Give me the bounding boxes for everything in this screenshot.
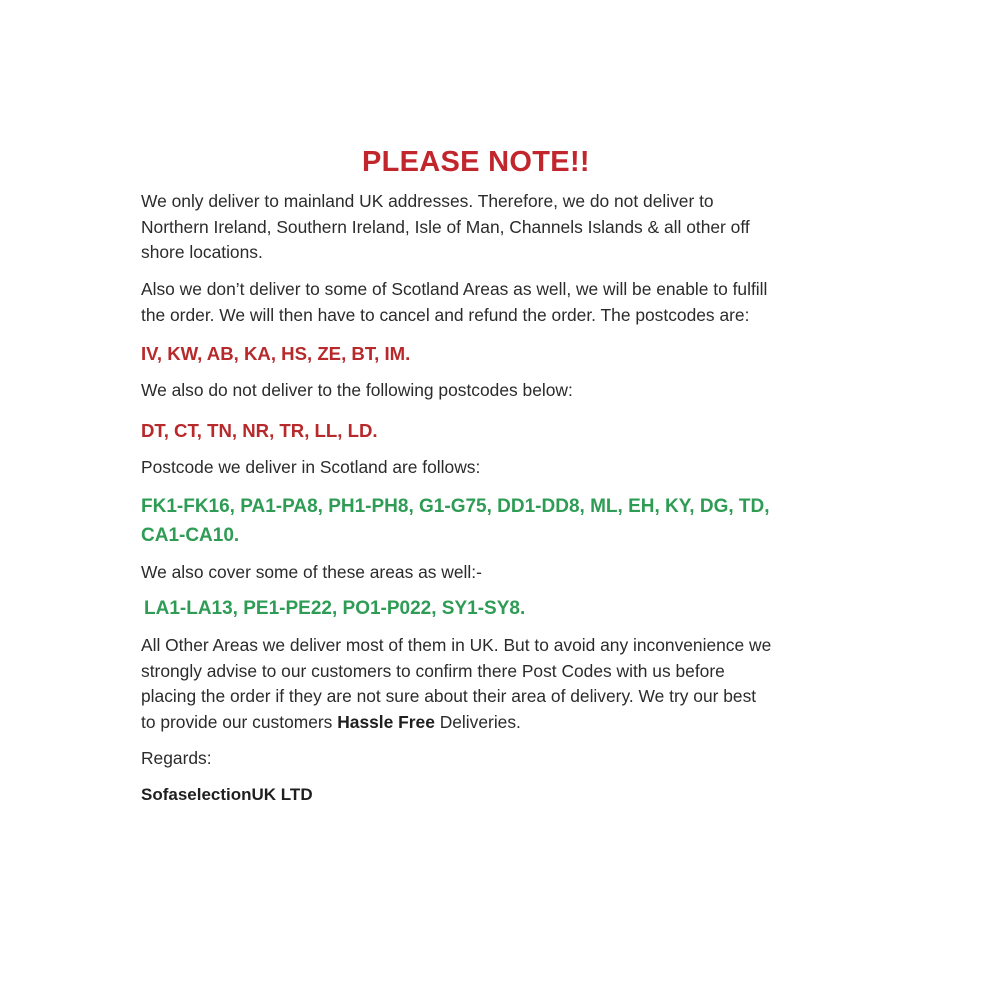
- also-cover-postcodes: [144, 594, 525, 623]
- closing-text-after: Deliveries.: [434, 711, 521, 732]
- closing-line-last: [141, 710, 771, 736]
- company-name: SofaselectionUK LTD: [141, 785, 313, 804]
- also-cover-postcodes-line: LA1-LA13, PE1-PE22, PO1-P022, SY1-SY8.: [144, 598, 526, 619]
- excluded-scotland-postcodes: IV, KW, AB, KA, HS, ZE, BT, IM.: [141, 343, 411, 364]
- scotland-deliver-postcodes: [141, 492, 770, 550]
- closing-paragraph: [141, 633, 771, 735]
- closing-text-before: to provide our customers: [141, 711, 338, 732]
- intro-line: shore locations.: [141, 242, 263, 262]
- also-cover-text: [141, 560, 482, 586]
- also-not-deliver-text: [141, 378, 573, 404]
- intro-line: We only deliver to mainland UK addresses. Therefore, we do not deliver to: [141, 191, 714, 211]
- scotland-deliver-postcodes-line: CA1-CA10.: [141, 525, 240, 546]
- hassle-free-emphasis: Hassle Free: [337, 711, 435, 732]
- intro-line: Northern Ireland, Southern Ireland, Isle of Man, Channels Islands & all other off: [141, 216, 750, 237]
- scotland-deliver-text: [141, 455, 480, 481]
- closing-line: placing the order if they are not sure about their area of delivery. We try our best: [141, 686, 757, 706]
- excluded-other-postcodes: DT, CT, TN, NR, TR, LL, LD.: [141, 420, 378, 441]
- also-not-deliver-line: We also do not deliver to the following postcodes below:: [141, 380, 573, 400]
- scotland-deliver-postcodes-line: FK1-FK16, PA1-PA8, PH1-PH8, G1-G75, DD1-DD8, ML, EH, KY, DG, TD,: [141, 496, 770, 517]
- regards-line: Regards:: [141, 748, 212, 768]
- closing-line: All Other Areas we deliver most of them in UK. But to avoid any inconvenience we: [141, 635, 772, 655]
- regards-text: [141, 746, 212, 772]
- intro-paragraph: [141, 189, 750, 266]
- closing-line: strongly advise to our customers to confirm there Post Codes with us before: [141, 660, 725, 681]
- scotland-deliver-line: Postcode we deliver in Scotland are follows:: [141, 457, 481, 477]
- scotland-note-paragraph: [141, 277, 767, 328]
- page-title: PLEASE NOTE!!: [362, 146, 590, 178]
- scotland-note-line: the order. We will then have to cancel and refund the order. The postcodes are:: [141, 304, 750, 325]
- scotland-note-line: Also we don’t deliver to some of Scotland Areas as well, we will be enable to fulfill: [141, 279, 768, 299]
- also-cover-line: We also cover some of these areas as well:-: [141, 562, 482, 582]
